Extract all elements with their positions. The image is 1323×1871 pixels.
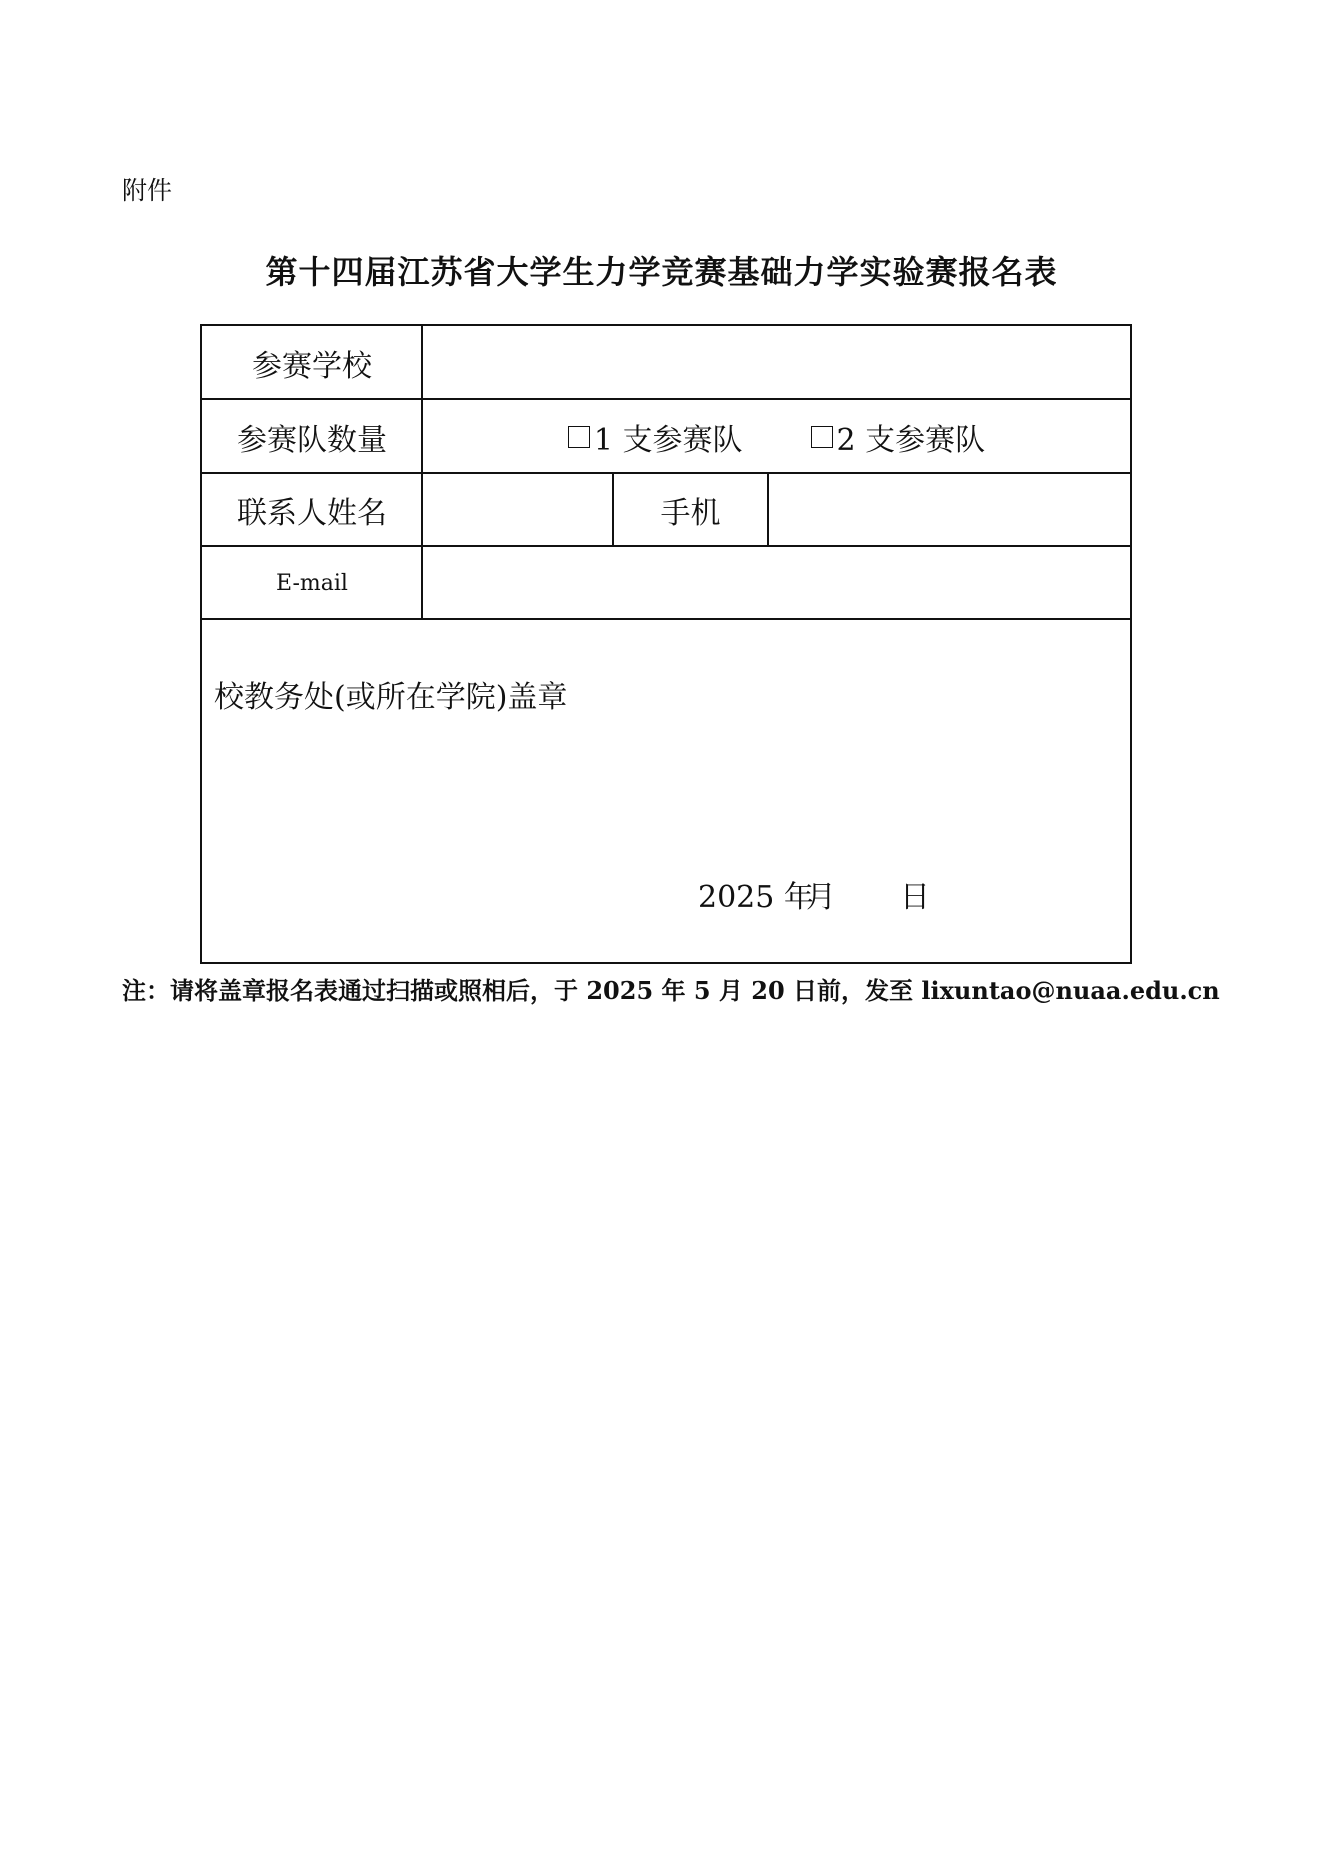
email-input[interactable] [423, 547, 1130, 619]
seal-date [698, 878, 930, 918]
phone-input[interactable] [769, 473, 1130, 546]
date-month: 月 [806, 880, 836, 915]
phone-label: 手机 [660, 495, 721, 531]
team-count-label: 参赛队数量 [237, 422, 387, 458]
team-option-2[interactable] [811, 415, 986, 459]
email-label: E-mail [276, 570, 348, 596]
date-year: 2025 年 [698, 880, 814, 915]
checkbox-icon[interactable] [568, 426, 590, 448]
school-input[interactable] [423, 326, 1130, 399]
form-title: 第十四届江苏省大学生力学竞赛基础力学实验赛报名表 [265, 253, 1058, 291]
seal-label: 校教务处(或所在学院)盖章 [214, 680, 568, 715]
submission-note: 注：请将盖章报名表通过扫描或照相后，于 2025 年 5 月 20 日前，发至 lixuntao@nuaa.edu.cn [122, 976, 1220, 1005]
checkbox-icon[interactable] [811, 426, 833, 448]
team-count-options [423, 400, 1130, 473]
contact-name-label: 联系人姓名 [237, 495, 387, 531]
contact-name-input[interactable] [423, 473, 612, 546]
school-label: 参赛学校 [252, 348, 372, 384]
team-option-2-label: 2 支参赛队 [836, 422, 986, 458]
date-day: 日 [900, 880, 930, 915]
team-option-1[interactable] [568, 415, 743, 459]
attachment-label: 附件 [122, 176, 173, 205]
registration-form-table [200, 324, 1132, 964]
team-option-1-label: 1 支参赛队 [593, 422, 743, 458]
